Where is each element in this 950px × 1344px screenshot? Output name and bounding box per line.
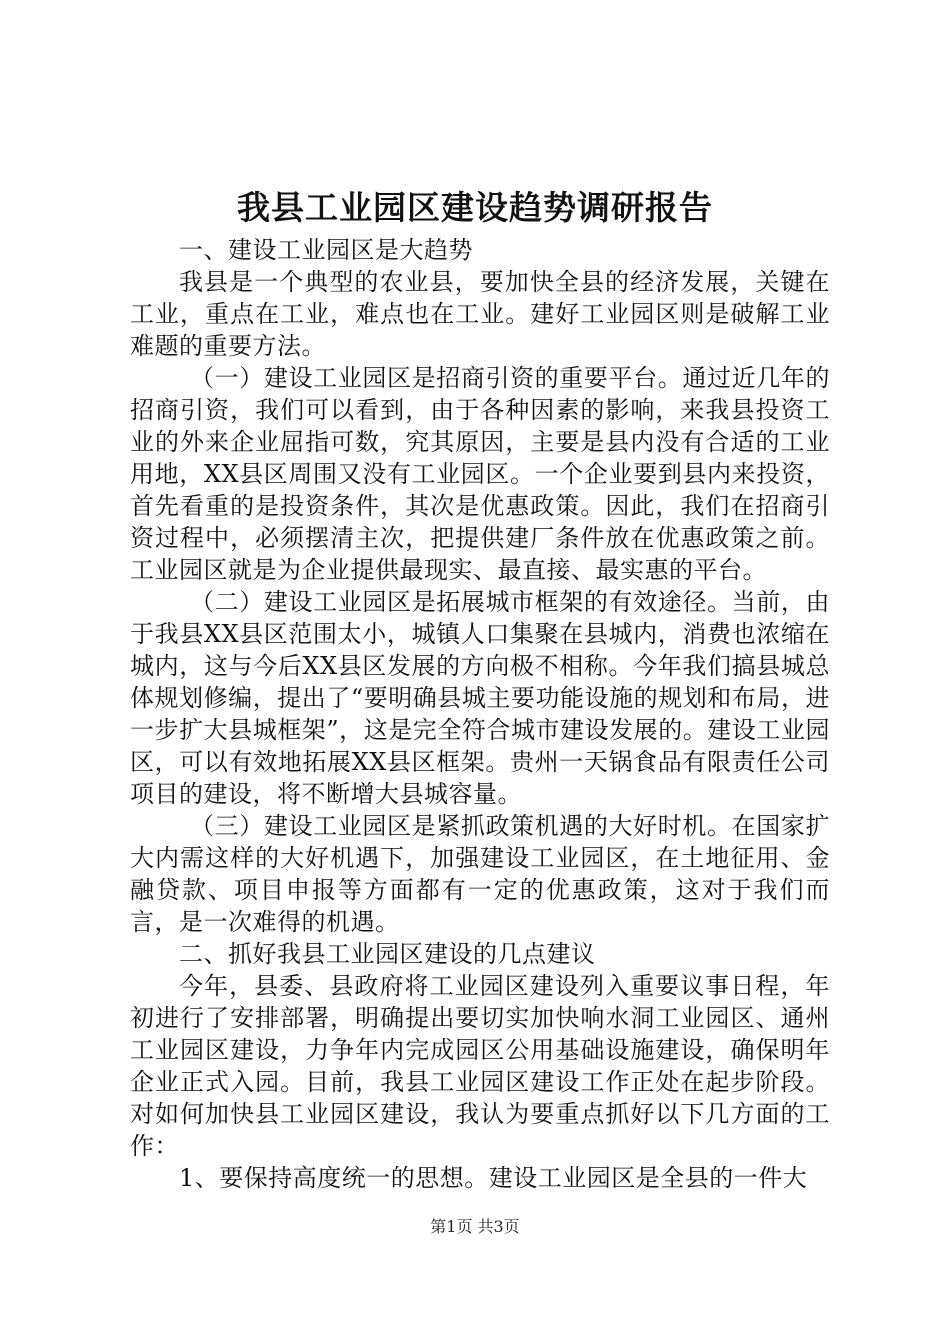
- paragraph: 今年，县委、县政府将工业园区建设列入重要议事日程，年初进行了安排部署，明确提出要切实加快响水洞工业园区、通州工业园区建设，力争年内完成园区公用基础设施建设，确保明年企业正式入园。目前，我县工业园区建设工作正处在起步阶段。对如何加快县工业园区建设，我认为要重点抓好以下几方面的工作：: [130, 972, 830, 1160]
- document-title: 我县工业园区建设趋势调研报告: [237, 188, 713, 227]
- paragraph: （二）建设工业园区是拓展城市框架的有效途径。当前，由于我县XX县区范围太小，城镇人口集聚在县城内，消费也浓缩在城内，这与今后XX县区发展的方向极不相称。今年我们搞县城总体规划修编，提出了“要明确县城主要功能设施的规划和布局，进一步扩大县城框架”，这是完全符合城市建设发展的。建设工业园区，可以有效地拓展XX县区框架。贵州一天锅食品有限责任公司项目的建设，将不断增大县城容量。: [130, 588, 830, 808]
- section-heading-1: 一、建设工业园区是大趋势: [179, 236, 473, 264]
- section-heading-2: 二、抓好我县工业园区建设的几点建议: [179, 940, 596, 968]
- paragraph: 1、要保持高度统一的思想。建设工业园区是全县的一件大: [179, 1164, 808, 1192]
- document-body: [130, 234, 830, 1194]
- paragraph: 我县是一个典型的农业县，要加快全县的经济发展，关键在工业，重点在工业，难点也在工业。建好工业园区则是破解工业难题的重要方法。: [130, 268, 830, 360]
- page-number-footer: 第1页 共3页: [430, 1217, 520, 1236]
- paragraph: （三）建设工业园区是紧抓政策机遇的大好时机。在国家扩大内需这样的大好机遇下，加强建设工业园区，在土地征用、金融贷款、项目申报等方面都有一定的优惠政策，这对于我们而言，是一次难得的机遇。: [130, 812, 830, 936]
- paragraph: （一）建设工业园区是招商引资的重要平台。通过近几年的招商引资，我们可以看到，由于各种因素的影响，来我县投资工业的外来企业屈指可数，究其原因，主要是县内没有合适的工业用地，XX县区周围又没有工业园区。一个企业要到县内来投资，首先看重的是投资条件，其次是优惠政策。因此，我们在招商引资过程中，必须摆清主次，把提供建厂条件放在优惠政策之前。工业园区就是为企业提供最现实、最直接、最实惠的平台。: [130, 364, 830, 584]
